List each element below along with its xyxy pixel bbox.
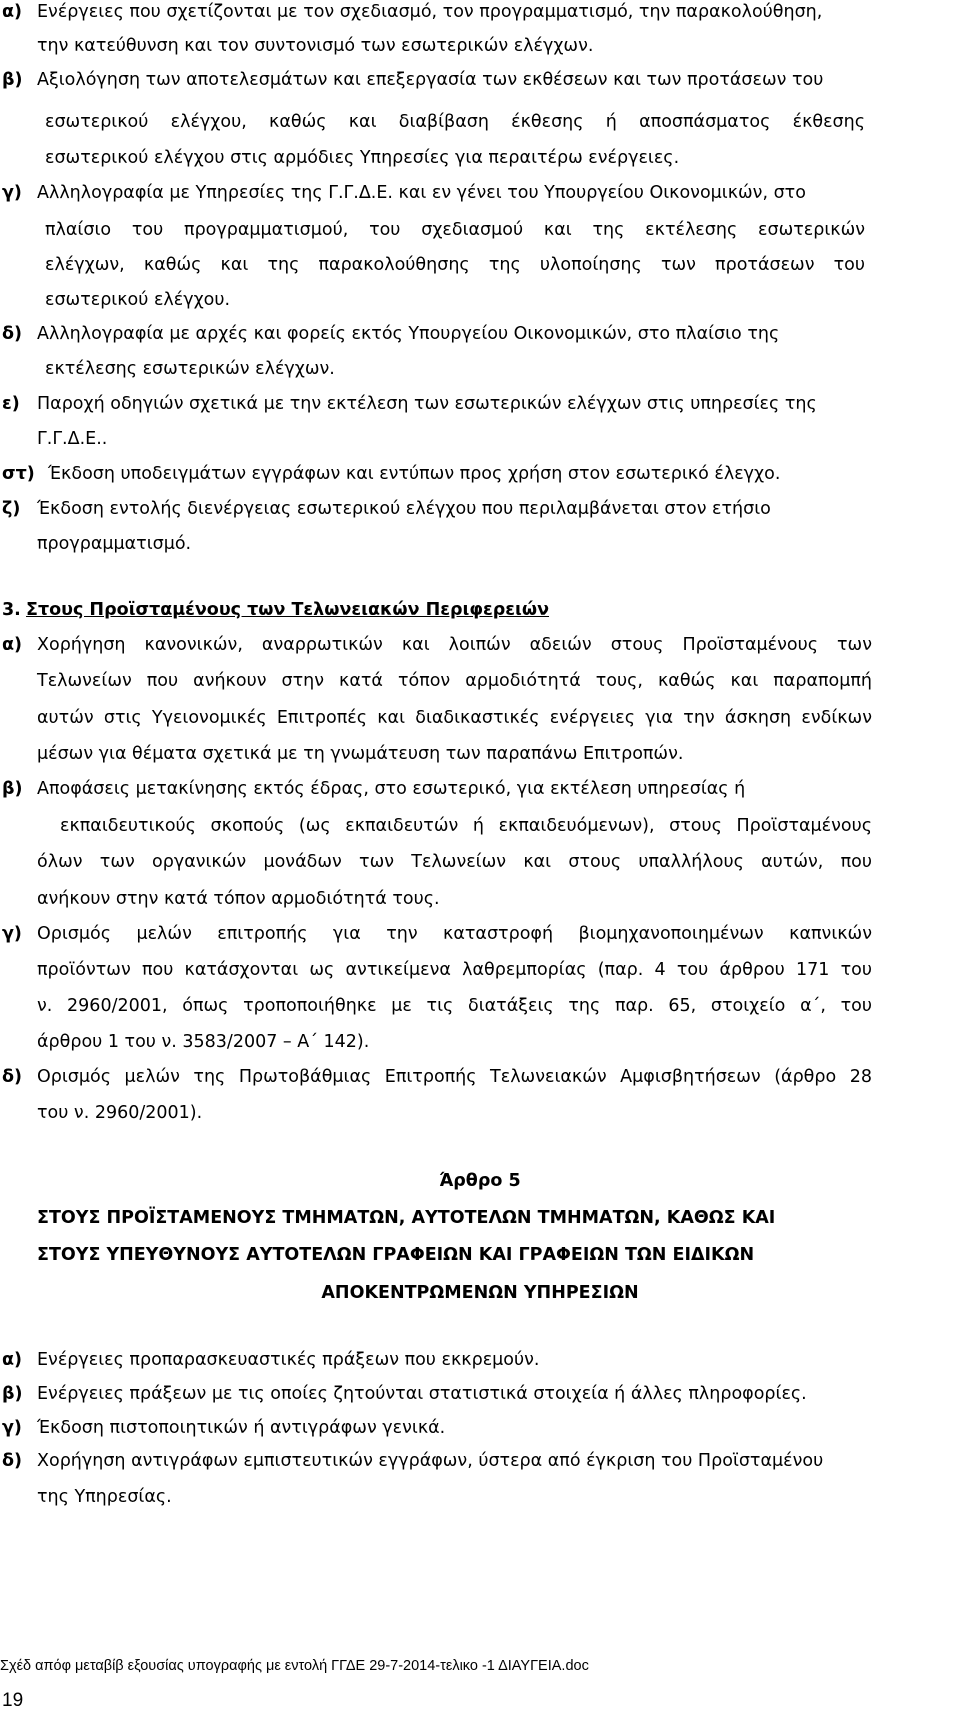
- s3-b-line-3: όλων των οργανικών μονάδων των Τελωνείων και στους υπαλλήλους αυτών, που: [37, 852, 872, 872]
- item-a-line-2: την κατεύθυνση και τον συντονισμό των εσωτερικών ελέγχων.: [37, 36, 594, 56]
- item-label-d: δ): [2, 324, 23, 344]
- a5-d-line-2: της Υπηρεσίας.: [37, 1487, 172, 1507]
- a5-label-a: α): [2, 1350, 23, 1370]
- item-c-line-1: Αλληλογραφία με Υπηρεσίες της Γ.Γ.Δ.Ε. και εν γένει του Υπουργείου Οικονομικών, στο: [37, 183, 806, 203]
- item-z-line-1: Έκδοση εντολής διενέργειας εσωτερικού ελέγχου που περιλαμβάνεται στον ετήσιο: [37, 499, 771, 519]
- s3-c-line-1: Ορισμός μελών επιτροπής για την καταστροφή βιομηχανοποιημένων καπνικών: [37, 924, 872, 944]
- item-label-z: ζ): [2, 499, 21, 519]
- item-b-line-3: εσωτερικού ελέγχου στις αρμόδιες Υπηρεσίες για περαιτέρω ενέργειες.: [45, 148, 680, 168]
- s3-a-line-3: αυτών στις Υγειονομικές Επιτροπές και διαδικαστικές ενέργειες για την άσκηση ενδίκων: [37, 708, 872, 728]
- a5-label-b: β): [2, 1384, 23, 1404]
- item-label-b: β): [2, 70, 23, 90]
- item-e-line-2: Γ.Γ.Δ.Ε..: [37, 429, 108, 449]
- a5-label-d: δ): [2, 1451, 23, 1471]
- item-label-a: α): [2, 2, 23, 22]
- section-heading: Στους Προϊσταμένους των Τελωνειακών Περιφερειών: [26, 600, 550, 620]
- section-number: 3.: [2, 600, 21, 620]
- item-d-line-2: εκτέλεσης εσωτερικών ελέγχων.: [45, 359, 335, 379]
- item-label-c: γ): [2, 183, 22, 203]
- article-heading-line-1: ΣΤΟΥΣ ΠΡΟΪΣΤΑΜΕΝΟΥΣ ΤΜΗΜΑΤΩΝ, ΑΥΤΟΤΕΛΩΝ ΤΜΗΜΑΤΩΝ, ΚΑΘΩΣ ΚΑΙ: [37, 1208, 776, 1228]
- item-b-line-2: εσωτερικού ελέγχου, καθώς και διαβίβαση έκθεσης ή αποσπάσματος έκθεσης: [45, 112, 865, 132]
- a5-label-c: γ): [2, 1418, 22, 1438]
- item-label-e: ε): [2, 394, 20, 414]
- s3-b-line-1: Αποφάσεις μετακίνησης εκτός έδρας, στο εσωτερικό, για εκτέλεση υπηρεσίας ή: [37, 779, 746, 799]
- article-heading-line-2: ΣΤΟΥΣ ΥΠΕΥΘΥΝΟΥΣ ΑΥΤΟΤΕΛΩΝ ΓΡΑΦΕΙΩΝ ΚΑΙ ΓΡΑΦΕΙΩΝ ΤΩΝ ΕΙΔΙΚΩΝ: [37, 1245, 755, 1265]
- article-heading-line-3: ΑΠΟΚΕΝΤΡΩΜΕΝΩΝ ΥΠΗΡΕΣΙΩΝ: [321, 1283, 639, 1303]
- s3-c-line-3: ν. 2960/2001, όπως τροποποιήθηκε με τις διατάξεις της παρ. 65, στοιχείο α΄, του: [37, 996, 872, 1016]
- article-title: Άρθρο 5: [439, 1171, 521, 1191]
- s3-label-a: α): [2, 635, 23, 655]
- item-e-line-1: Παροχή οδηγιών σχετικά με την εκτέλεση των εσωτερικών ελέγχων στις υπηρεσίες της: [37, 394, 817, 414]
- a5-b-line-1: Ενέργειες πράξεων με τις οποίες ζητούνται στατιστικά στοιχεία ή άλλες πληροφορίες.: [37, 1384, 807, 1404]
- item-d-line-1: Αλληλογραφία με αρχές και φορείς εκτός Υπουργείου Οικονομικών, στο πλαίσιο της: [37, 324, 780, 344]
- item-a-line-1: Ενέργειες που σχετίζονται με τον σχεδιασμό, τον προγραμματισμό, την παρακολούθηση,: [37, 2, 823, 22]
- item-z-line-2: προγραμματισμό.: [37, 534, 192, 554]
- a5-d-line-1: Χορήγηση αντιγράφων εμπιστευτικών εγγράφων, ύστερα από έγκριση του Προϊσταμένου: [37, 1451, 824, 1471]
- s3-label-d: δ): [2, 1067, 23, 1087]
- s3-d-line-2: του ν. 2960/2001).: [37, 1103, 203, 1123]
- s3-label-c: γ): [2, 924, 22, 944]
- item-c-line-3: ελέγχων, καθώς και της παρακολούθησης της υλοποίησης των προτάσεων του: [45, 255, 865, 275]
- item-label-st: στ): [2, 464, 35, 484]
- page-number: 19: [2, 1690, 24, 1711]
- s3-b-line-2: εκπαιδευτικούς σκοπούς (ως εκπαιδευτών ή εκπαιδευόμενων), στους Προϊσταμένους: [60, 816, 872, 836]
- footer-filename: Σχέδ απόφ μεταβίβ εξουσίας υπογραφής με εντολή ΓΓΔΕ 29-7-2014-τελικο -1 ΔΙΑΥΓΕΙΑ.doc: [0, 1658, 589, 1674]
- item-b-line-1: Αξιολόγηση των αποτελεσμάτων και επεξεργασία των εκθέσεων και των προτάσεων του: [37, 70, 824, 90]
- s3-a-line-1: Χορήγηση κανονικών, αναρρωτικών και λοιπών αδειών στους Προϊσταμένους των: [37, 635, 872, 655]
- s3-c-line-4: άρθρου 1 του ν. 3583/2007 – Α΄ 142).: [37, 1032, 370, 1052]
- item-c-line-4: εσωτερικού ελέγχου.: [45, 290, 231, 310]
- s3-b-line-4: ανήκουν στην κατά τόπον αρμοδιότητά τους.: [37, 889, 440, 909]
- s3-a-line-4: μέσων για θέματα σχετικά με τη γνωμάτευση των παραπάνω Επιτροπών.: [37, 744, 684, 764]
- s3-label-b: β): [2, 779, 23, 799]
- a5-c-line-1: Έκδοση πιστοποιητικών ή αντιγράφων γενικά.: [37, 1418, 446, 1438]
- s3-a-line-2: Τελωνείων που ανήκουν στην κατά τόπον αρμοδιότητά τους, καθώς και παραπομπή: [37, 671, 872, 691]
- a5-a-line-1: Ενέργειες προπαρασκευαστικές πράξεων που εκκρεμούν.: [37, 1350, 540, 1370]
- item-c-line-2: πλαίσιο του προγραμματισμού, του σχεδιασμού και της εκτέλεσης εσωτερικών: [45, 220, 865, 240]
- item-st-line-1: Έκδοση υποδειγμάτων εγγράφων και εντύπων προς χρήση στον εσωτερικό έλεγχο.: [48, 464, 781, 484]
- s3-d-line-1: Ορισμός μελών της Πρωτοβάθμιας Επιτροπής Τελωνειακών Αμφισβητήσεων (άρθρο 28: [37, 1067, 872, 1087]
- s3-c-line-2: προϊόντων που κατάσχονται ως αντικείμενα λαθρεμπορίας (παρ. 4 του άρθρου 171 του: [37, 960, 872, 980]
